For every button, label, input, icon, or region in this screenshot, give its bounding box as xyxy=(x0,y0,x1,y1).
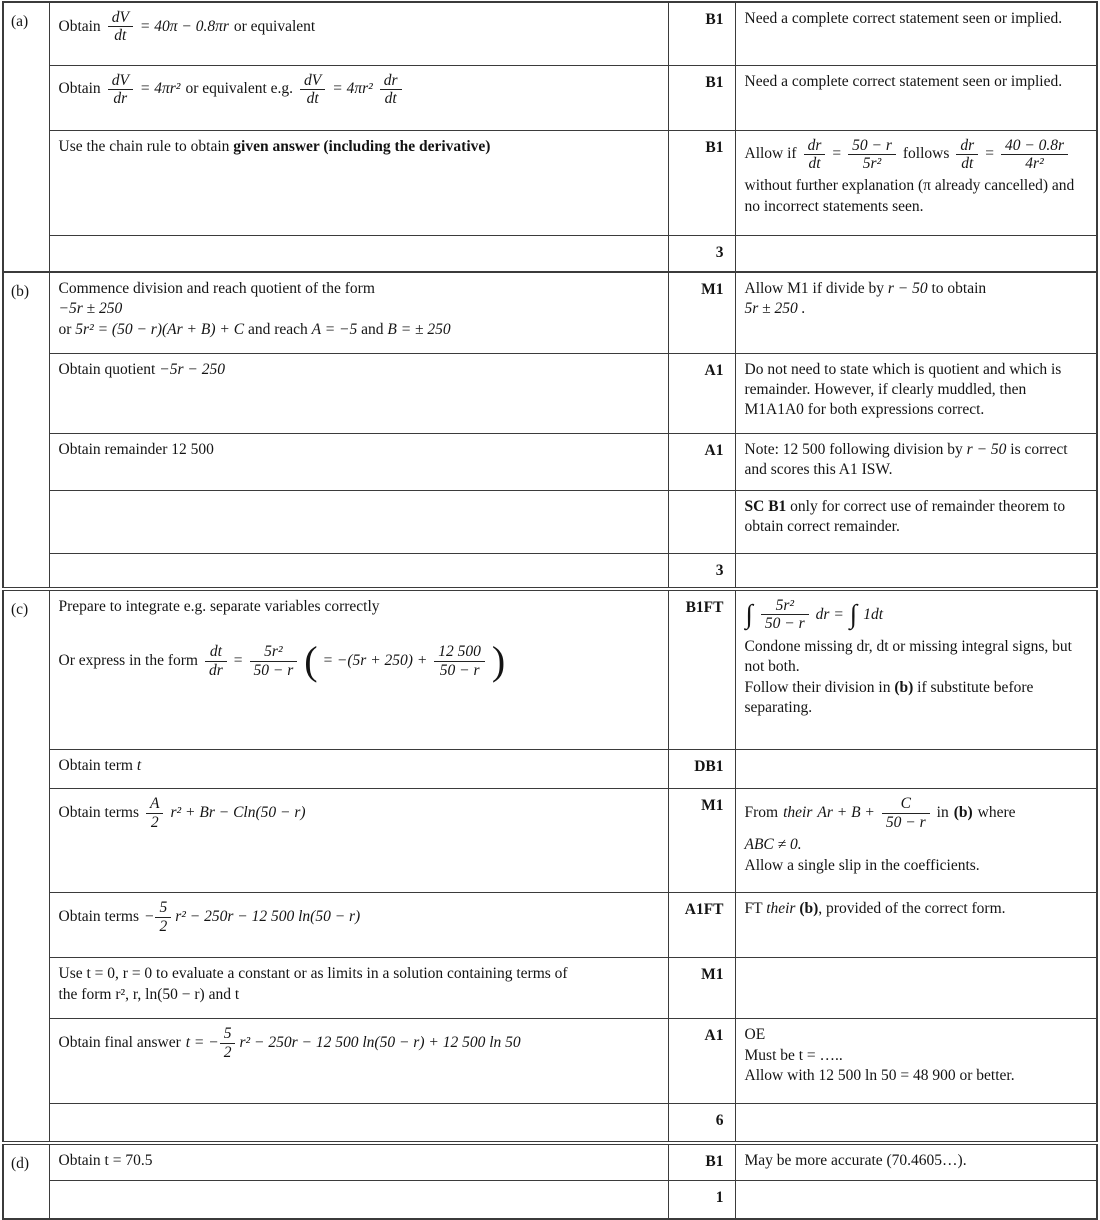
equals-sign: = xyxy=(832,145,842,163)
guidance-text: Condone missing dr, dt or missing integral signs, but not both. xyxy=(744,637,1072,676)
guidance-text-bold: SC B1 xyxy=(744,497,787,515)
fraction-dv-dr: $\frac{dV}{dr}$ xyxy=(108,72,133,108)
answer-text: Obtain final answer xyxy=(58,1034,181,1052)
mark-b3: A1 xyxy=(668,433,735,490)
mark-c1: B1FT xyxy=(668,589,735,750)
fraction-c-50-r: $\frac{C}{50 - r}$ xyxy=(882,795,930,831)
guidance-text-bold: (b) xyxy=(799,900,819,918)
answer-a-total-empty xyxy=(49,235,668,272)
fraction-5-2: $\frac{5}{2}$ xyxy=(155,899,171,935)
formula-text: r² − 250r − 12 500 ln(50 − r) + 12 500 ln 50 xyxy=(239,1034,521,1052)
fraction-dr-dt: $\frac{dr}{dt}$ xyxy=(380,72,402,108)
answer-b1 xyxy=(49,272,668,353)
answer-b2 xyxy=(49,353,668,433)
guidance-b2: Do not need to state which is quotient and which is remainder. However, if clearly muddled, then M1A1A0 for both expressions correct. xyxy=(735,353,1097,433)
fraction-dv-dt: $\frac{dV}{dt}$ xyxy=(300,72,325,108)
formula-text: = 40π − 0.8πr xyxy=(139,17,229,35)
answer-text: and xyxy=(361,320,384,338)
answer-text: Or express in the form xyxy=(58,652,198,670)
guidance-text: Note: 12 500 following division by xyxy=(744,440,963,458)
guidance-c4 xyxy=(735,893,1097,958)
formula-text: 5r ± 250 . xyxy=(744,300,806,318)
formula-text: dr = xyxy=(815,605,844,623)
mark-c5: M1 xyxy=(668,958,735,1019)
answer-a3 xyxy=(49,130,668,235)
formula-text: 5r² = (50 − r)(Ar + B) + C xyxy=(75,320,245,338)
guidance-b1 xyxy=(735,272,1097,353)
mark-a1: B1 xyxy=(668,2,735,65)
answer-text: Obtain xyxy=(58,80,101,98)
answer-text: the form r², r, ln(50 − r) and t xyxy=(58,985,240,1003)
answer-text: Commence division and reach quotient of the form xyxy=(58,280,375,297)
guidance-text: without further explanation (π already cancelled) and no incorrect statements seen. xyxy=(744,177,1075,215)
answer-text: Use t = 0, r = 0 to evaluate a constant or as limits in a solution containing terms of xyxy=(58,965,568,983)
total-b: 3 xyxy=(668,553,735,589)
total-d: 1 xyxy=(668,1181,735,1219)
fraction-dr-dt: $\frac{dr}{dt}$ xyxy=(956,137,978,173)
formula-text: 1dt xyxy=(863,605,883,623)
answer-text: or equivalent e.g. xyxy=(185,80,294,98)
answer-b-total-empty xyxy=(49,553,668,589)
guidance-text: follows xyxy=(902,145,950,163)
fraction-12500-50-r: $\frac{12 500}{50 - r}$ xyxy=(434,643,485,679)
guidance-a2: Need a complete correct statement seen or implied. xyxy=(735,65,1097,130)
guidance-b4 xyxy=(735,490,1097,553)
answer-d1: Obtain t = 70.5 xyxy=(49,1143,668,1181)
guidance-text: Must be t = ….. xyxy=(744,1046,843,1064)
close-paren: ) xyxy=(491,638,506,684)
part-label-c: (c) xyxy=(3,589,49,1143)
answer-text: Obtain terms xyxy=(58,908,139,926)
mark-c2: DB1 xyxy=(668,750,735,789)
formula-text: B = ± 250 xyxy=(387,320,451,338)
guidance-a3 xyxy=(735,130,1097,235)
formula-text: r² − 250r − 12 500 ln(50 − r) xyxy=(175,908,361,926)
fraction-dv-dt: $\frac{dV}{dt}$ xyxy=(108,9,133,45)
guidance-text-bold: (b) xyxy=(953,804,973,822)
guidance-c1 xyxy=(735,589,1097,750)
mark-c6: A1 xyxy=(668,1019,735,1104)
guidance-c2-empty xyxy=(735,750,1097,789)
guidance-d1: May be more accurate (70.4605…). xyxy=(735,1143,1097,1181)
formula-text: r − 50 xyxy=(887,280,928,297)
fraction-50-r-5r2: $\frac{50 - r}{\text{5r²}}$ xyxy=(848,137,896,173)
answer-c1 xyxy=(49,589,668,750)
mark-a2: B1 xyxy=(668,65,735,130)
guidance-text-italic: their xyxy=(766,900,796,918)
equals-sign: = xyxy=(233,652,243,670)
answer-text: Obtain quotient xyxy=(58,360,156,378)
mark-b4-empty xyxy=(668,490,735,553)
answer-c3 xyxy=(49,789,668,893)
total-a: 3 xyxy=(668,235,735,272)
mark-b2: A1 xyxy=(668,353,735,433)
guidance-text-bold: (b) xyxy=(894,678,914,696)
total-c: 6 xyxy=(668,1104,735,1143)
guidance-a-total-empty xyxy=(735,235,1097,272)
integral-sign: ∫ xyxy=(745,599,753,630)
answer-text: and reach xyxy=(247,320,308,338)
answer-text: Obtain term xyxy=(58,757,133,775)
formula-text: Ar + B + xyxy=(817,804,875,822)
guidance-text: to obtain xyxy=(931,280,987,297)
answer-text: Obtain xyxy=(58,17,101,35)
fraction-5r2-50-r: $\frac{\text{5r²}}{50 - r}$ xyxy=(761,597,809,633)
answer-c6 xyxy=(49,1019,668,1104)
fraction-dt-dr: $\frac{dt}{dr}$ xyxy=(205,643,227,679)
formula-text: r² + Br − Cln(50 − r) xyxy=(170,804,306,822)
guidance-c3 xyxy=(735,789,1097,893)
answer-text: Use the chain rule to obtain xyxy=(58,137,230,155)
mark-scheme-table xyxy=(2,1,1098,1220)
integral-sign: ∫ xyxy=(849,599,858,630)
guidance-text: if substitute before separating. xyxy=(744,678,1034,717)
guidance-text: Allow M1 if divide by xyxy=(744,280,884,297)
guidance-text: where xyxy=(977,804,1016,822)
answer-text: Obtain terms xyxy=(58,804,139,822)
formula-text: t xyxy=(136,757,142,775)
guidance-d-total-empty xyxy=(735,1181,1097,1219)
guidance-text: FT xyxy=(744,900,763,918)
fraction-5-2: $\frac{5}{2}$ xyxy=(220,1025,236,1061)
formula-text: = 4πr² xyxy=(139,80,181,98)
guidance-text: Allow if xyxy=(744,145,797,163)
fraction-a-2: $\frac{A}{2}$ xyxy=(146,795,163,831)
part-label-d: (d) xyxy=(3,1143,49,1219)
formula-text: −5r − 250 xyxy=(159,360,225,378)
answer-a2 xyxy=(49,65,668,130)
guidance-c5-empty xyxy=(735,958,1097,1019)
fraction-5r2-50-r: $\frac{\text{5r²}}{50 - r}$ xyxy=(250,643,298,679)
answer-c2 xyxy=(49,750,668,789)
guidance-text: Allow a single slip in the coefficients. xyxy=(744,856,980,874)
guidance-text: Allow with 12 500 ln 50 = 48 900 or better. xyxy=(744,1067,1015,1085)
part-label-b: (b) xyxy=(3,272,49,589)
formula-text: ABC ≠ 0. xyxy=(744,836,802,854)
fraction-40-08r-4r2: $\frac{40 - 0.8r}{\text{4r²}}$ xyxy=(1001,137,1068,173)
part-label-a: (a) xyxy=(3,2,49,272)
answer-b4-empty xyxy=(49,490,668,553)
answer-text: or equivalent xyxy=(233,17,316,35)
equals-sign: = xyxy=(985,145,994,163)
guidance-b3 xyxy=(735,433,1097,490)
formula-text: = −(5r + 250) + xyxy=(322,652,428,670)
formula-text: = 4πr² xyxy=(332,80,373,98)
fraction-dr-dt: $\frac{dr}{dt}$ xyxy=(804,137,826,173)
answer-c4 xyxy=(49,893,668,958)
formula-text: A = −5 xyxy=(311,320,358,338)
guidance-text: in xyxy=(936,804,949,822)
formula-text: t = − xyxy=(185,1034,219,1052)
guidance-text: , provided of the correct form. xyxy=(818,900,1006,918)
answer-text-bold: given answer (including the derivative) xyxy=(233,137,491,155)
mark-c3: M1 xyxy=(668,789,735,893)
answer-b3: Obtain remainder 12 500 xyxy=(49,433,668,490)
guidance-text: OE xyxy=(744,1026,766,1044)
formula-text: −5r ± 250 xyxy=(58,300,123,318)
answer-a1 xyxy=(49,2,668,65)
answer-d-total-empty xyxy=(49,1181,668,1219)
guidance-text: From xyxy=(744,804,779,822)
guidance-text-italic: their xyxy=(783,804,813,822)
answer-c5 xyxy=(49,958,668,1019)
guidance-a1: Need a complete correct statement seen or implied. xyxy=(735,2,1097,65)
answer-c-total-empty xyxy=(49,1104,668,1143)
guidance-text: Follow their division in xyxy=(744,678,891,696)
mark-b1: M1 xyxy=(668,272,735,353)
answer-text: or xyxy=(58,320,72,338)
guidance-c-total-empty xyxy=(735,1104,1097,1143)
open-paren: ( xyxy=(304,638,318,684)
guidance-c6 xyxy=(735,1019,1097,1104)
guidance-b-total-empty xyxy=(735,553,1097,589)
mark-a3: B1 xyxy=(668,130,735,235)
guidance-text: is correct and scores this A1 ISW. xyxy=(744,440,1068,478)
answer-text: Prepare to integrate e.g. separate variables correctly xyxy=(58,597,380,615)
minus-sign: − xyxy=(144,908,155,926)
formula-text: r − 50 xyxy=(966,440,1007,458)
mark-d1: B1 xyxy=(668,1143,735,1181)
mark-c4: A1FT xyxy=(668,893,735,958)
guidance-text: only for correct use of remainder theorem to obtain correct remainder. xyxy=(744,497,1066,535)
